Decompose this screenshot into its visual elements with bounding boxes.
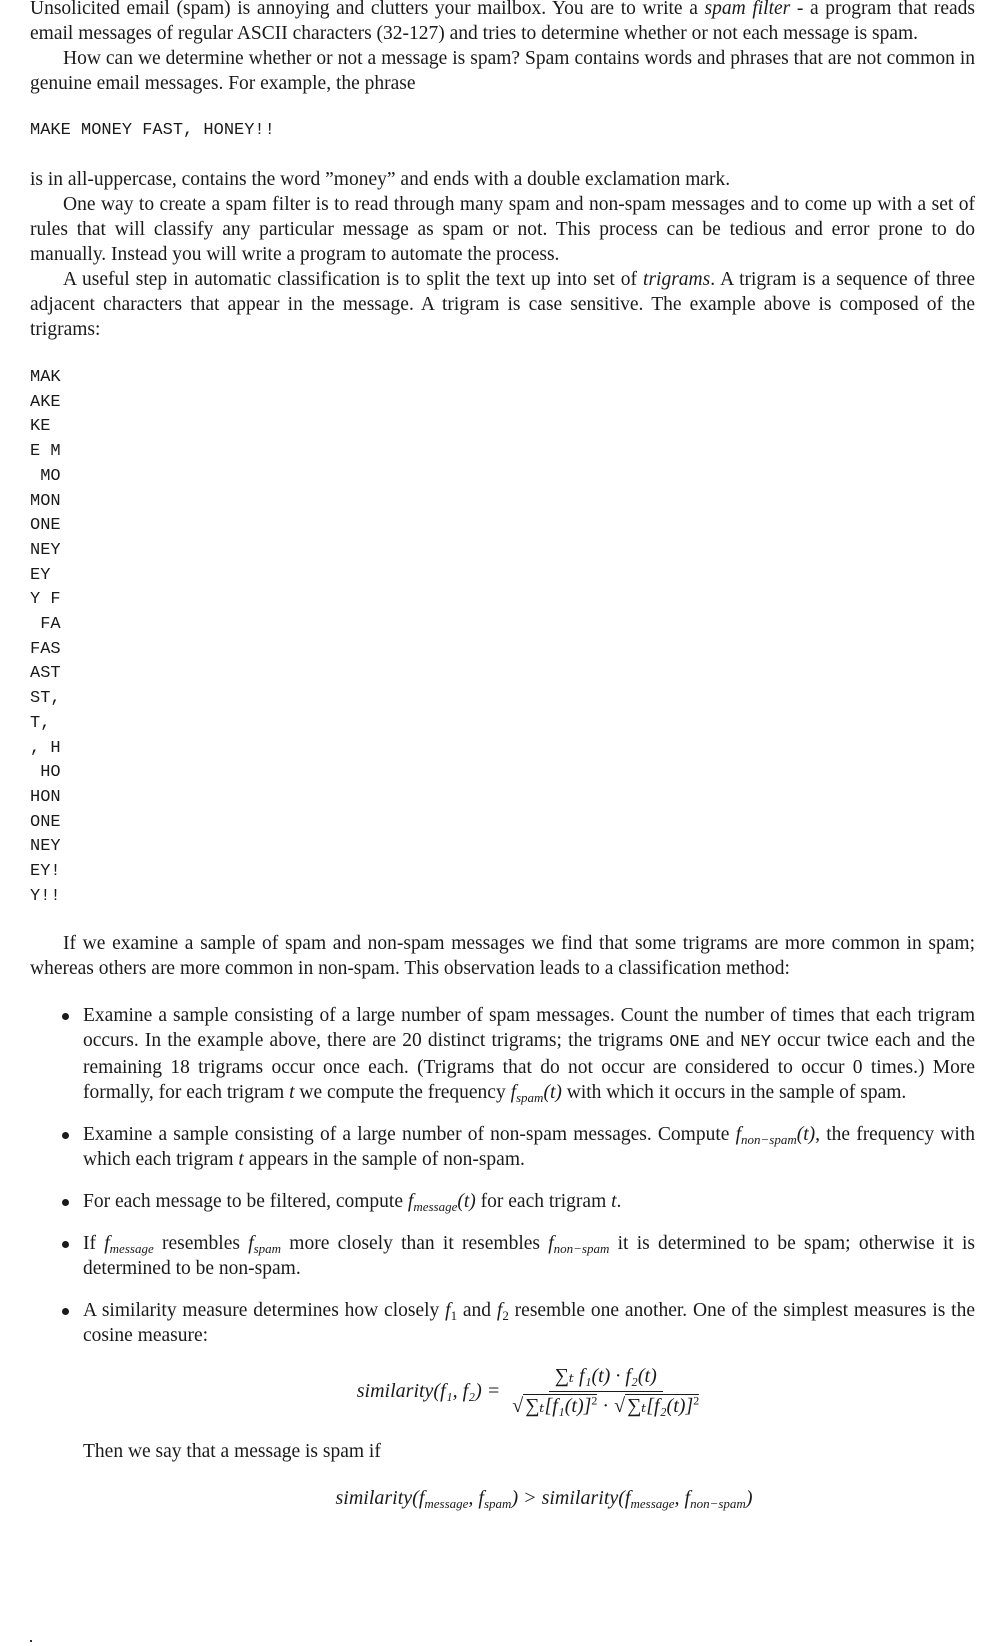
trigram-item: FAS xyxy=(30,639,61,659)
method-steps-list xyxy=(30,1003,975,1511)
trigram-item: AST xyxy=(30,664,61,684)
method-intro-paragraph: If we examine a sample of spam and non-spam messages we find that some trigrams are more common in spam; whereas others are more common in non-spam. This observation leads to a classification method: xyxy=(30,933,975,980)
term-trigrams: trigrams xyxy=(643,269,711,290)
trigram-item: MO xyxy=(30,466,61,486)
spam-condition-formula: $similarity(f_{message}$, $f_{spam}$) > $similarity(f_{message}$, $f_{non-spam}$) xyxy=(335,1487,753,1512)
list-item-message-frequency: For each message to be filtered, compute $f_{message}(t)$ for each trigram t. xyxy=(83,1189,975,1214)
example-phrase: MAKE MONEY FAST, HONEY!! xyxy=(30,121,275,140)
trigram-item: KE xyxy=(30,417,61,437)
formula-denominator: √ $\sum_t[f_1(t)]^2$ · √ $\sum_t[f_2(t)]^2$ xyxy=(512,1393,700,1418)
trigram-item: Y!! xyxy=(30,886,61,906)
list-item-similarity-measure: A similarity measure determines how closely $f_1$ and $f_2$ resemble one another. One of the simplest measures is the cosine measure: similarity(f₁, f₂) = $\frac{\text{∑ₜ f₁(t) · f₂(t)}}{√ \sum_t[f_1(t)]^2 \cdot √ \sum_t[f_2(t)]^2}$ Then we say that a message is spam if $similarity(f_{message}$, $f_{spam}$) > $similarity(f_{message}$, $f_{non-spam}$) xyxy=(83,1300,975,1512)
manual-rules-paragraph: One way to create a spam filter is to read through many spam and non-spam messages and to come up with a set of rules that will classify any particular message as spam or not. This process can be tedious and error prone to do manually. Instead you will write a program to automate the process. xyxy=(30,194,975,265)
document-page xyxy=(30,0,975,1528)
trigram-item: NEY xyxy=(30,540,61,560)
term-spam-filter: spam filter xyxy=(704,0,791,19)
question-paragraph: How can we determine whether or not a message is spam? Spam contains words and phrases that are not common in genuine email messages. For example, the phrase xyxy=(30,48,975,94)
phrase-description: is in all-uppercase, contains the word ”money” and ends with a double exclamation mark. xyxy=(30,169,731,190)
trigram-item: ONE xyxy=(30,516,61,536)
formula-numerator: ∑ₜ f₁(t) · f₂(t) xyxy=(549,1364,663,1392)
trigram-item: T, xyxy=(30,713,61,733)
trigram-item: E M xyxy=(30,442,61,462)
list-item-nonspam-sample: Examine a sample consisting of a large number of non-spam messages. Compute $f_{non-spam}(t)$, the frequency with which each trigram t appears in the sample of non-spam. xyxy=(83,1124,975,1171)
trigram-item: , H xyxy=(30,738,61,758)
cosine-similarity-formula xyxy=(83,1364,975,1419)
trigram-item: EY! xyxy=(30,862,61,882)
trigram-item: EY xyxy=(30,565,61,585)
list-item-resemblance-rule: If $f_{message}$ resembles $f_{spam}$ more closely than it resembles $f_{non-spam}$ it is determined to be spam; otherwise it is determined to be non-spam. xyxy=(83,1233,975,1280)
intro-paragraph: Unsolicited email (spam) is annoying and clutters your mailbox. You are to write a spam filter - a program that reads email messages of regular ASCII characters (32-127) and tries to determine whether or not each message is spam. xyxy=(30,0,976,44)
page-mark xyxy=(30,1640,32,1642)
trigram-item: HO xyxy=(30,763,61,783)
trigram-item: HON xyxy=(30,787,61,807)
list-item-spam-sample: Examine a sample consisting of a large number of spam messages. Count the number of times that each trigram occurs. In the example above, there are 20 distinct trigrams; the trigrams ONE and NEY occur twice each and the remaining 18 trigrams occur once each. (Trigrams that do not occur are considered to occur 0 times.) More formally, for each trigram t we compute the frequency $f_{spam}(t)$ with which it occurs in the sample of spam. xyxy=(83,1005,976,1106)
trigram-item: Y F xyxy=(30,590,61,610)
trigram-item: NEY xyxy=(30,837,61,857)
trigram-item: FA xyxy=(30,615,61,635)
trigram-definition-paragraph: A useful step in automatic classification is to split the text up into set of trigrams. A trigram is a sequence of three adjacent characters that appear in the message. A trigram is case sensitive. The example above is composed of the trigrams: xyxy=(30,269,975,340)
trigram-item: MAK xyxy=(30,368,61,387)
trigram-list xyxy=(30,366,975,909)
then-statement: Then we say that a message is spam if xyxy=(83,1441,381,1463)
trigram-item: ONE xyxy=(30,812,61,832)
trigram-item: AKE xyxy=(30,392,61,412)
trigram-item: ST, xyxy=(30,689,61,709)
formula-fraction xyxy=(510,1364,701,1419)
formula-lhs: similarity(f₁, f₂) = xyxy=(356,1380,501,1403)
trigram-item: MON xyxy=(30,491,61,511)
code-ney: NEY xyxy=(740,1033,771,1053)
code-one: ONE xyxy=(669,1033,700,1053)
